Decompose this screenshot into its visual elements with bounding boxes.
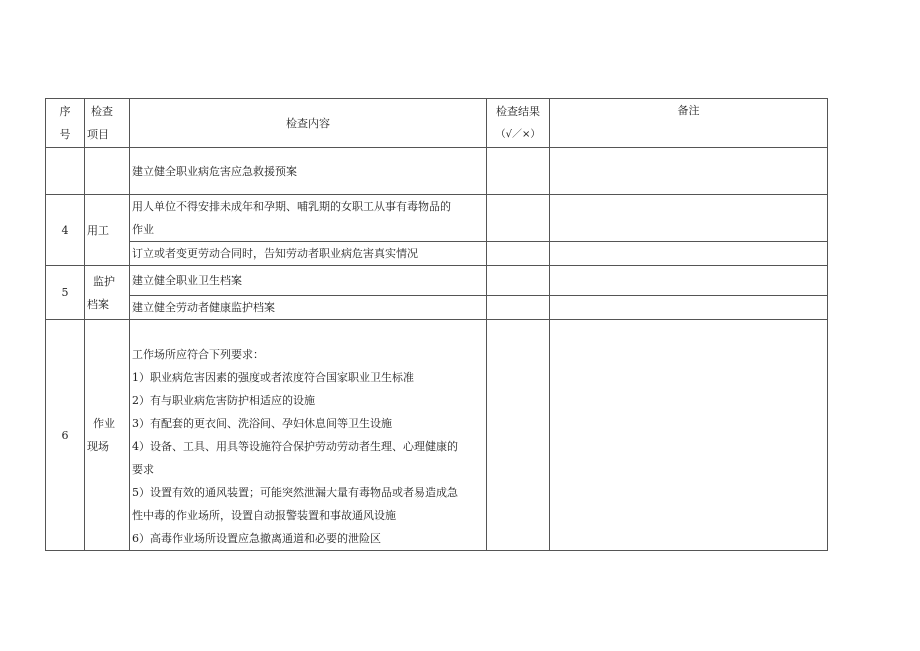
remark-cell[interactable]: [550, 266, 828, 296]
item-cell: [85, 320, 130, 551]
item-line1: 作业: [93, 417, 115, 430]
header-result: [487, 99, 550, 148]
item-cell: [85, 148, 130, 195]
content-cell: 建立健全职业病危害应急救援预案: [130, 148, 487, 195]
remark-cell[interactable]: [550, 242, 828, 266]
content-line: 工作场所应符合下列要求：: [132, 348, 264, 361]
content-cell: 建立健全劳动者健康监护档案: [130, 296, 487, 320]
item-line2: 现场: [87, 440, 109, 453]
header-item-line2: 项目: [87, 128, 109, 141]
content-line: 1）职业病危害因素的强度或者浓度符合国家职业卫生标准: [132, 371, 414, 384]
content-line: 2）有与职业病危害防护相适应的设施: [132, 394, 315, 407]
header-seq-line2: 号: [59, 128, 71, 141]
result-cell[interactable]: [487, 195, 550, 242]
header-item-line1: 检查: [91, 105, 113, 118]
content-cell: 订立或者变更劳动合同时，告知劳动者职业病危害真实情况: [130, 242, 487, 266]
content-line: 5）设置有效的通风装置；可能突然泄漏大量有毒物品或者易造成急: [132, 486, 458, 499]
seq-cell: [46, 148, 85, 195]
header-result-line2: （√／×）: [495, 129, 541, 140]
header-seq: [46, 99, 85, 148]
remark-cell[interactable]: [550, 195, 828, 242]
header-seq-line1: 序: [59, 105, 71, 118]
content-cell: 建立健全职业卫生档案: [130, 266, 487, 296]
remark-cell[interactable]: [550, 296, 828, 320]
item-line1: 监护: [93, 274, 115, 288]
content-line: 作业: [132, 223, 154, 236]
seq-cell: 5: [46, 266, 85, 320]
table-row: [46, 195, 828, 242]
content-cell: [130, 320, 487, 551]
table-row: [46, 148, 828, 195]
result-cell[interactable]: [487, 266, 550, 296]
content-line: 要求: [132, 463, 154, 476]
content-line: 3）有配套的更衣间、洗浴间、孕妇休息间等卫生设施: [132, 417, 392, 430]
seq-cell: 4: [46, 195, 85, 266]
table-row: [46, 320, 828, 551]
content-line: 用人单位不得安排未成年和孕期、哺乳期的女职工从事有毒物品的: [132, 200, 451, 213]
result-cell[interactable]: [487, 296, 550, 320]
content-line: 4）设备、工具、用具等设施符合保护劳动劳动者生理、心理健康的: [132, 440, 458, 453]
content-line: 6）高毒作业场所设置应急撤离通道和必要的泄险区: [132, 532, 381, 545]
result-cell[interactable]: [487, 320, 550, 551]
seq-cell: 6: [46, 320, 85, 551]
item-line2: 档案: [87, 297, 109, 311]
inspection-table: [45, 98, 828, 551]
content-line: 性中毒的作业场所，设置自动报警装置和事故通风设施: [132, 509, 396, 522]
remark-cell[interactable]: [550, 148, 828, 195]
table-row: [46, 296, 828, 320]
header-remark: 备注: [550, 99, 828, 148]
content-cell: [130, 195, 487, 242]
item-cell: [85, 266, 130, 320]
table-row: [46, 242, 828, 266]
item-cell: 用工: [85, 195, 130, 266]
header-content: 检查内容: [130, 99, 487, 148]
remark-cell[interactable]: [550, 320, 828, 551]
table-row: [46, 266, 828, 296]
header-result-line1: 检查结果: [496, 105, 540, 118]
header-item: [85, 99, 130, 148]
result-cell[interactable]: [487, 148, 550, 195]
result-cell[interactable]: [487, 242, 550, 266]
header-row: [46, 99, 828, 148]
